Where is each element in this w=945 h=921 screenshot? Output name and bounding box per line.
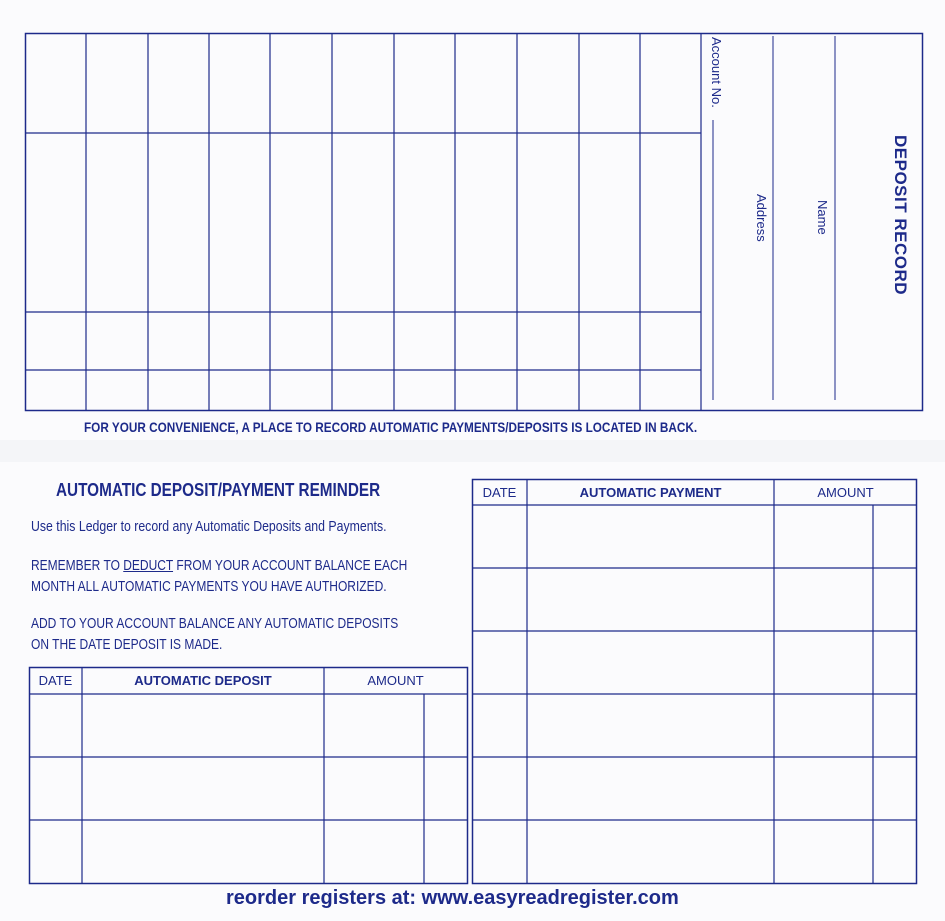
name-label: Name	[815, 200, 830, 235]
add-line-2-text: ON THE DATE DEPOSIT IS MADE.	[31, 636, 223, 653]
payment-amount-header: AMOUNT	[817, 485, 874, 500]
remember-line-1-text	[31, 557, 407, 574]
reorder-footer: reorder registers at: www.easyreadregister.com	[226, 887, 679, 909]
remember-suffix: FROM YOUR ACCOUNT BALANCE EACH	[173, 557, 408, 574]
remember-line-2	[31, 578, 476, 595]
remember-line-1	[31, 557, 501, 574]
deposit-description-header: AUTOMATIC DEPOSIT	[134, 673, 272, 688]
payment-description-header: AUTOMATIC PAYMENT	[579, 485, 722, 500]
address-label: Address	[754, 194, 769, 242]
payment-date-header: DATE	[482, 485, 517, 500]
deposit-amount-header: AMOUNT	[367, 673, 424, 688]
account-number-label: Account No.	[709, 37, 724, 108]
add-line-2	[31, 636, 270, 653]
reminder-title	[56, 480, 437, 501]
deduct-emphasis: DEDUCT	[123, 557, 174, 574]
convenience-notice-text: FOR YOUR CONVENIENCE, A PLACE TO RECORD AUTOMATIC PAYMENTS/DEPOSITS IS LOCATED IN BACK.	[84, 419, 698, 435]
reminder-intro	[31, 518, 465, 535]
deposit-record-title: DEPOSIT RECORD	[891, 135, 910, 296]
reminder-title-text: AUTOMATIC DEPOSIT/PAYMENT REMINDER	[56, 480, 381, 500]
remember-line-2-text: MONTH ALL AUTOMATIC PAYMENTS YOU HAVE AUTHORIZED.	[31, 578, 387, 595]
convenience-notice	[84, 419, 814, 435]
add-line-1	[31, 615, 490, 632]
deposit-date-header: DATE	[38, 673, 73, 688]
reminder-intro-text: Use this Ledger to record any Automatic Deposits and Payments.	[31, 518, 387, 535]
remember-prefix: REMEMBER TO	[31, 557, 124, 574]
add-line-1-text: ADD TO YOUR ACCOUNT BALANCE ANY AUTOMATIC DEPOSITS	[31, 615, 399, 632]
